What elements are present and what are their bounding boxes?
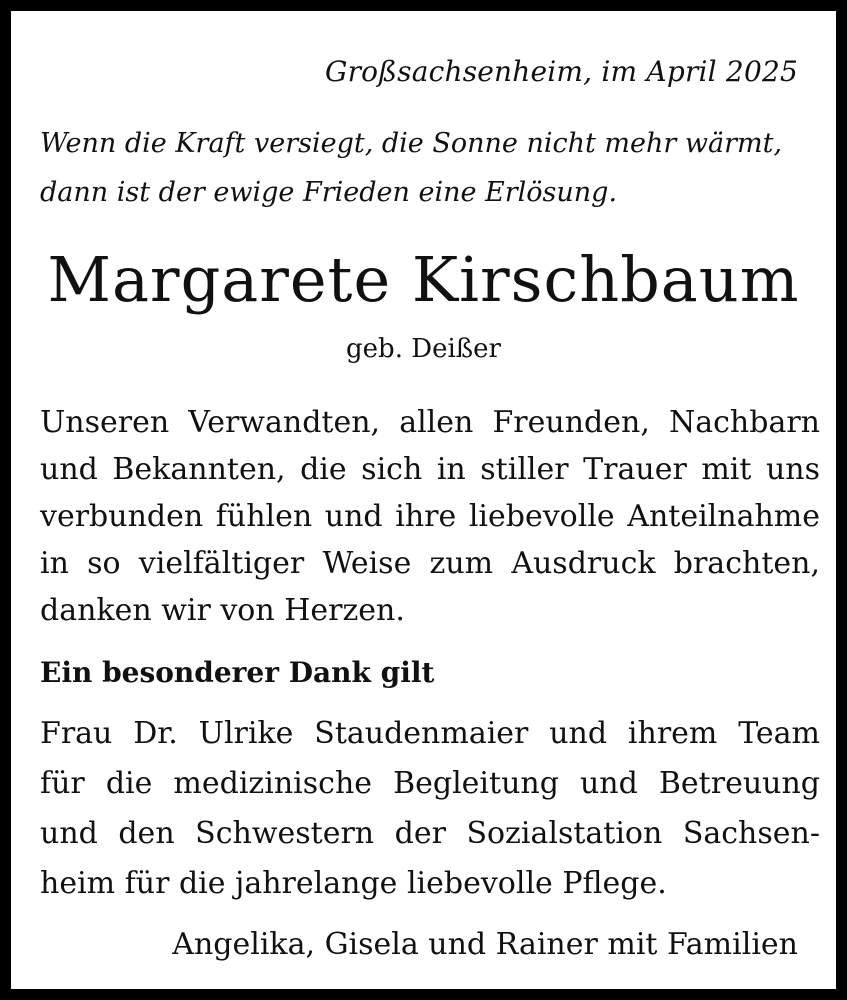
- special-thanks-line: und den Schwestern der Sozialstation Sachsen-: [40, 816, 820, 851]
- deceased-name: Margarete Kirschbaum: [47, 243, 800, 316]
- thanks-line: Unseren Verwandten, allen Freunden, Nachbarn: [40, 405, 820, 440]
- motto-quote: [40, 119, 820, 217]
- signature: Angelika, Gisela und Rainer mit Familien: [172, 927, 798, 962]
- special-thanks-line: für die medizinische Begleitung und Betreuung: [40, 766, 820, 801]
- special-thanks-line: heim für die jahrelange liebevolle Pflege.: [40, 866, 667, 901]
- thanks-line: und Bekannten, die sich in stiller Trauer mit uns: [40, 452, 820, 487]
- motto-line: dann ist der ewige Frieden eine Erlösung.: [40, 177, 618, 208]
- birth-name: geb. Deißer: [346, 334, 501, 364]
- special-thanks-paragraph: [40, 709, 820, 909]
- thanks-line: danken wir von Herzen.: [40, 593, 405, 628]
- motto-line: Wenn die Kraft versiegt, die Sonne nicht mehr wärmt,: [40, 128, 783, 159]
- special-thanks-heading: Ein besonderer Dank gilt: [40, 656, 435, 689]
- thanks-paragraph: [40, 399, 820, 634]
- thanks-line: in so vielfältiger Weise zum Ausdruck brachten,: [40, 546, 820, 581]
- special-thanks-line: Frau Dr. Ulrike Staudenmaier und ihrem Team: [40, 716, 820, 751]
- thanks-line: verbunden fühlen und ihre liebevolle Anteilnahme: [40, 499, 820, 534]
- place-and-date: Großsachsenheim, im April 2025: [325, 55, 798, 88]
